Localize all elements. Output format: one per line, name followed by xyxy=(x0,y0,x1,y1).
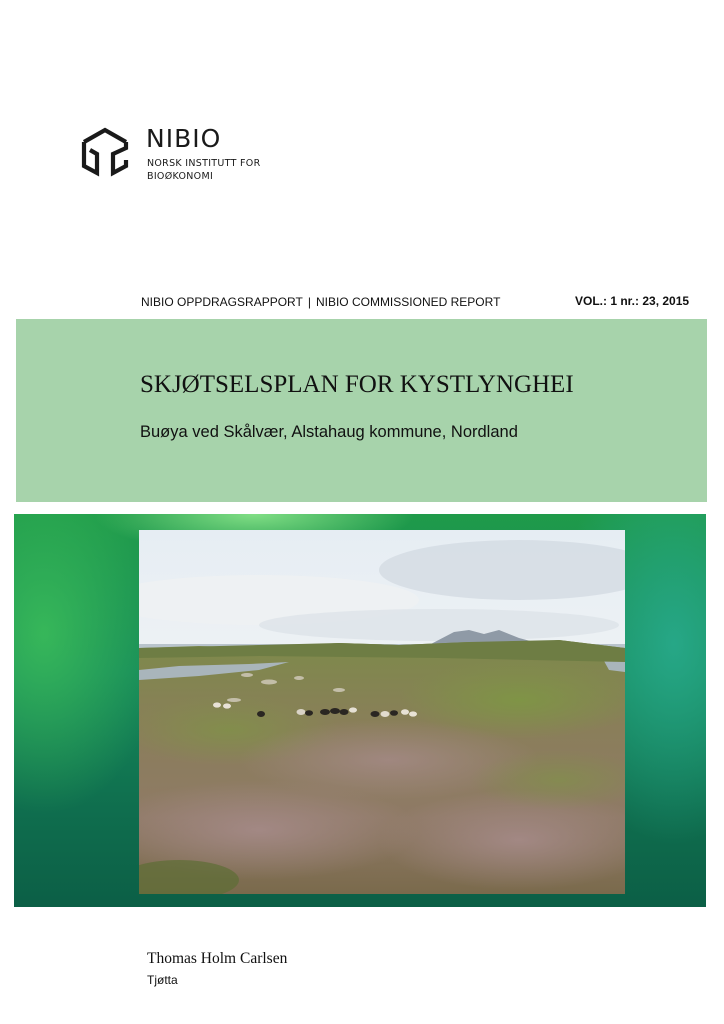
logo-subtitle-line2: BIOØKONOMI xyxy=(147,171,214,182)
landscape-photo xyxy=(139,530,625,894)
cover-photo-band xyxy=(14,514,706,907)
report-volume: VOL.: 1 nr.: 23, 2015 xyxy=(575,294,690,308)
report-series-no: NIBIO OPPDRAGSRAPPORT xyxy=(141,295,303,309)
report-subtitle: Buøya ved Skålvær, Alstahaug kommune, Nordland xyxy=(140,423,518,441)
author-name: Thomas Holm Carlsen xyxy=(147,950,288,967)
title-band xyxy=(16,319,707,502)
nibio-logo xyxy=(80,126,280,186)
logo-subtitle-line1: NORSK INSTITUTT FOR xyxy=(147,158,261,169)
report-title: SKJØTSELSPLAN FOR KYSTLYNGHEI xyxy=(140,371,574,398)
report-series-en: NIBIO COMMISSIONED REPORT xyxy=(315,295,501,309)
author-location: Tjøtta xyxy=(147,973,178,987)
logo-wordmark: NIBIO xyxy=(146,124,222,153)
nibio-logo-icon xyxy=(80,126,130,180)
report-series xyxy=(141,295,500,309)
logo-subtitle xyxy=(147,157,287,183)
cover-photo xyxy=(139,530,625,894)
series-separator: | xyxy=(307,295,311,309)
